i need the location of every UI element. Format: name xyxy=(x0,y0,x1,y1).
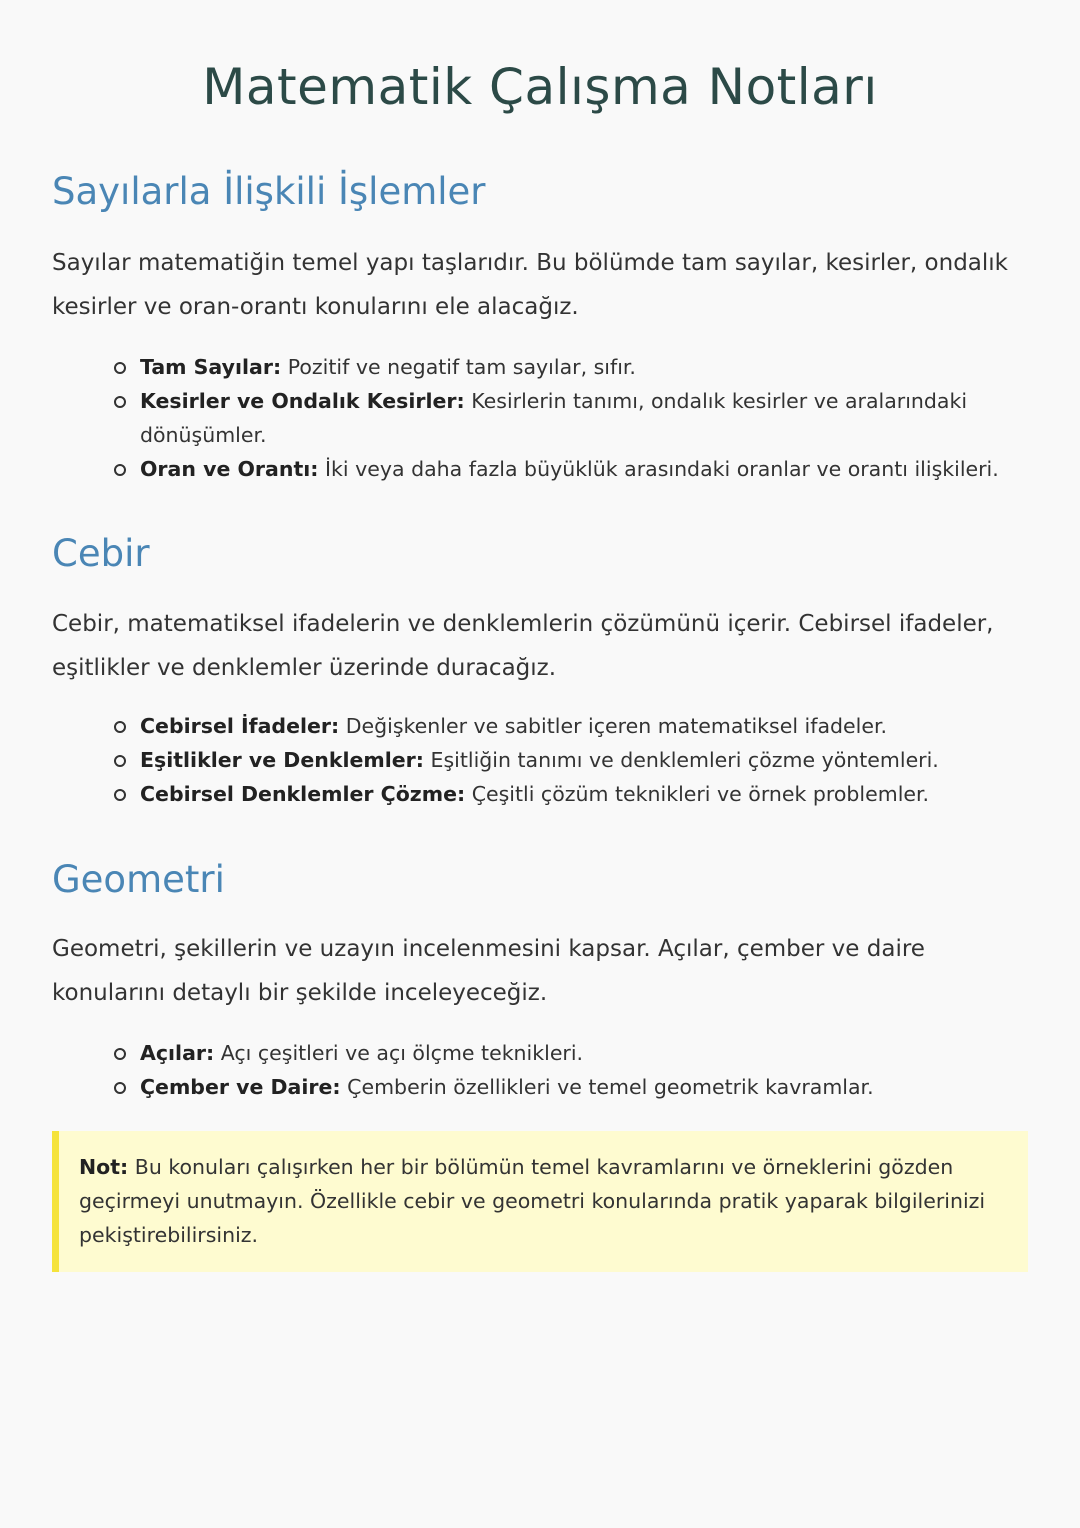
list-item-text: Değişkenler ve sabitler içeren matematiksel ifadeler. xyxy=(339,714,888,738)
section-intro-numbers: Sayılar matematiğin temel yapı taşlarıdır. Bu bölümde tam sayılar, kesirler, ondalık kesirler ve oran-orantı konularını ele alacağız. xyxy=(52,250,1008,320)
topic-list-algebra xyxy=(52,709,1028,811)
list-item xyxy=(140,777,1028,811)
topic-list-numbers xyxy=(52,350,1028,486)
list-item-term: Oran ve Orantı: xyxy=(140,457,319,481)
list-item-term: Eşitlikler ve Denklemler: xyxy=(140,748,424,772)
list-item-text: Çeşitli çözüm teknikleri ve örnek problemler. xyxy=(465,782,930,806)
list-item-term: Cebirsel İfadeler: xyxy=(140,714,340,738)
list-item xyxy=(140,452,1028,486)
list-item-text: Kesirlerin tanımı, ondalık kesirler ve aralarındaki dönüşümler. xyxy=(140,389,968,447)
list-item-text: Çemberin özellikleri ve temel geometrik kavramlar. xyxy=(340,1075,874,1099)
list-item xyxy=(140,350,1028,384)
circle-bullet-icon xyxy=(114,464,126,476)
list-item-term: Çember ve Daire: xyxy=(140,1075,341,1099)
circle-bullet-icon xyxy=(114,396,126,408)
list-item xyxy=(140,1070,1028,1104)
circle-bullet-icon xyxy=(114,789,126,801)
circle-bullet-icon xyxy=(114,755,126,767)
page-title: Matematik Çalışma Notları xyxy=(202,58,878,116)
list-item-text: İki veya daha fazla büyüklük arasındaki oranlar ve orantı ilişkileri. xyxy=(318,457,999,481)
list-item-term: Tam Sayılar: xyxy=(140,355,282,379)
list-item-term: Cebirsel Denklemler Çözme: xyxy=(140,782,466,806)
circle-bullet-icon xyxy=(114,1082,126,1094)
list-item-term: Açılar: xyxy=(140,1041,215,1065)
list-item xyxy=(140,1036,1028,1070)
topic-list-geometry xyxy=(52,1036,1028,1104)
list-item xyxy=(140,709,1028,743)
list-item xyxy=(140,743,1028,777)
list-item-text: Açı çeşitleri ve açı ölçme teknikleri. xyxy=(214,1041,584,1065)
list-item-text: Pozitif ve negatif tam sayılar, sıfır. xyxy=(281,355,636,379)
circle-bullet-icon xyxy=(114,362,126,374)
note-text: Bu konuları çalışırken her bir bölümün temel kavramlarını ve örneklerini gözden geçirmeyi unutmayın. Özellikle cebir ve geometri konularında pratik yaparak bilgilerinizi pekiştirebilirsiniz. xyxy=(79,1155,986,1247)
section-heading-numbers: Sayılarla İlişkili İşlemler xyxy=(52,170,486,213)
list-item-term: Kesirler ve Ondalık Kesirler: xyxy=(140,389,465,413)
section-heading-algebra: Cebir xyxy=(52,532,150,575)
section-heading-geometry: Geometri xyxy=(52,858,225,901)
circle-bullet-icon xyxy=(114,721,126,733)
section-intro-algebra: Cebir, matematiksel ifadelerin ve denklemlerin çözümünü içerir. Cebirsel ifadeler, eşitlikler ve denklemler üzerinde duracağız. xyxy=(52,611,994,681)
section-intro-geometry: Geometri, şekillerin ve uzayın incelenmesini kapsar. Açılar, çember ve daire konularını detaylı bir şekilde inceleyeceğiz. xyxy=(52,936,925,1006)
note-callout xyxy=(52,1131,1028,1272)
list-item-text: Eşitliğin tanımı ve denklemleri çözme yöntemleri. xyxy=(423,748,939,772)
list-item xyxy=(140,384,1028,452)
note-label: Not: xyxy=(79,1155,129,1179)
circle-bullet-icon xyxy=(114,1048,126,1060)
